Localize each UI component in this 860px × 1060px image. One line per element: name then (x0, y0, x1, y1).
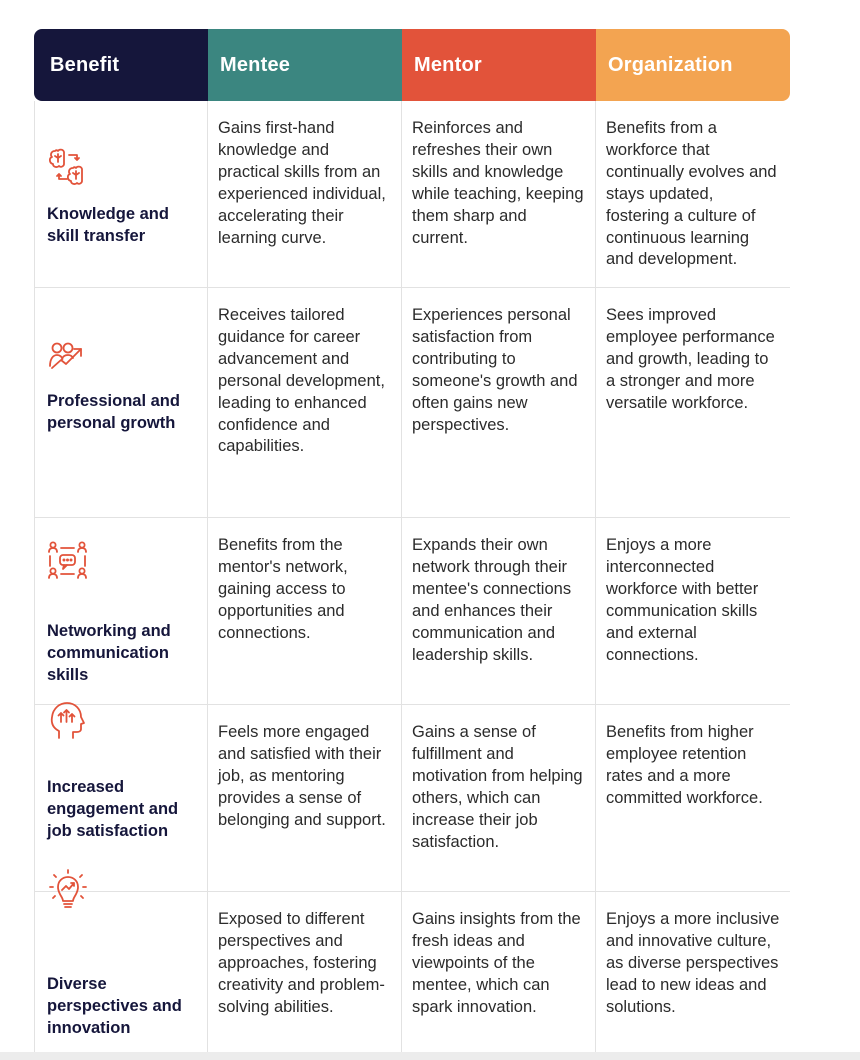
organization-cell: Enjoys a more inclusive and innovative culture, as diverse perspectives lead to new ideas and solutions. (606, 910, 780, 1016)
table-row (34, 518, 790, 705)
table-row (34, 892, 790, 1060)
organization-cell: Benefits from a workforce that continually evolves and stays updated, fostering a culture of continuous learning and development. (606, 119, 777, 269)
mentor-cell: Gains a sense of fulfillment and motivation from helping others, which can increase their job satisfaction. (402, 705, 596, 891)
benefit-label: Networking and communication skills (47, 622, 171, 684)
mentor-cell: Gains insights from the fresh ideas and viewpoints of the mentee, which can spark innovation. (402, 892, 596, 1060)
mentee-cell: Receives tailored guidance for career advancement and personal development, leading to enhanced confidence and capabilities. (208, 288, 402, 517)
organization-cell: Sees improved employee performance and growth, leading to a stronger and more versatile workforce. (606, 306, 775, 412)
benefit-label: Increased engagement and job satisfaction (47, 778, 179, 840)
table-row (34, 288, 790, 518)
mentor-cell: Experiences personal satisfaction from contributing to someone's growth and often gains new perspectives. (402, 288, 596, 517)
benefit-cell (34, 705, 208, 891)
mentee-cell: Gains first-hand knowledge and practical skills from an experienced individual, accelerating their learning curve. (208, 101, 402, 287)
lightbulb-idea-icon (47, 868, 91, 912)
header-organization: Organization (596, 29, 790, 101)
benefit-cell (34, 288, 208, 517)
header-mentor: Mentor (402, 29, 596, 101)
header-mentee: Mentee (208, 29, 402, 101)
table-row (34, 101, 790, 288)
organization-cell: Enjoys a more interconnected workforce with better communication skills and external connections. (606, 536, 759, 664)
benefit-label: Professional and personal growth (47, 392, 180, 432)
network-chat-icon (47, 540, 91, 584)
benefit-cell (34, 892, 208, 1060)
brain-exchange-icon (47, 145, 91, 189)
organization-cell: Benefits from higher employee retention rates and a more committed workforce. (606, 723, 763, 807)
benefit-label: Diverse perspectives and innovation (47, 975, 182, 1037)
mentor-cell: Reinforces and refreshes their own skills and knowledge while teaching, keeping them sharp and current. (402, 101, 596, 287)
mentor-cell: Expands their own network through their mentee's connections and enhances their communication and leadership skills. (402, 518, 596, 704)
mentee-cell: Exposed to different perspectives and approaches, fostering creativity and problem-solving abilities. (208, 892, 402, 1060)
head-growth-icon (47, 698, 91, 742)
benefit-cell (34, 101, 208, 287)
table-row (34, 705, 790, 892)
mentee-cell: Benefits from the mentor's network, gaining access to opportunities and connections. (208, 518, 402, 704)
header-benefit: Benefit (34, 29, 208, 101)
benefits-table (34, 101, 790, 1060)
benefit-label: Knowledge and skill transfer (47, 205, 169, 245)
mentee-cell: Feels more engaged and satisfied with their job, as mentoring provides a sense of belonging and support. (208, 705, 402, 891)
bottom-edge-bar (0, 1052, 860, 1060)
people-growth-icon (47, 338, 91, 382)
benefit-cell (34, 518, 208, 704)
table-header (34, 29, 790, 101)
